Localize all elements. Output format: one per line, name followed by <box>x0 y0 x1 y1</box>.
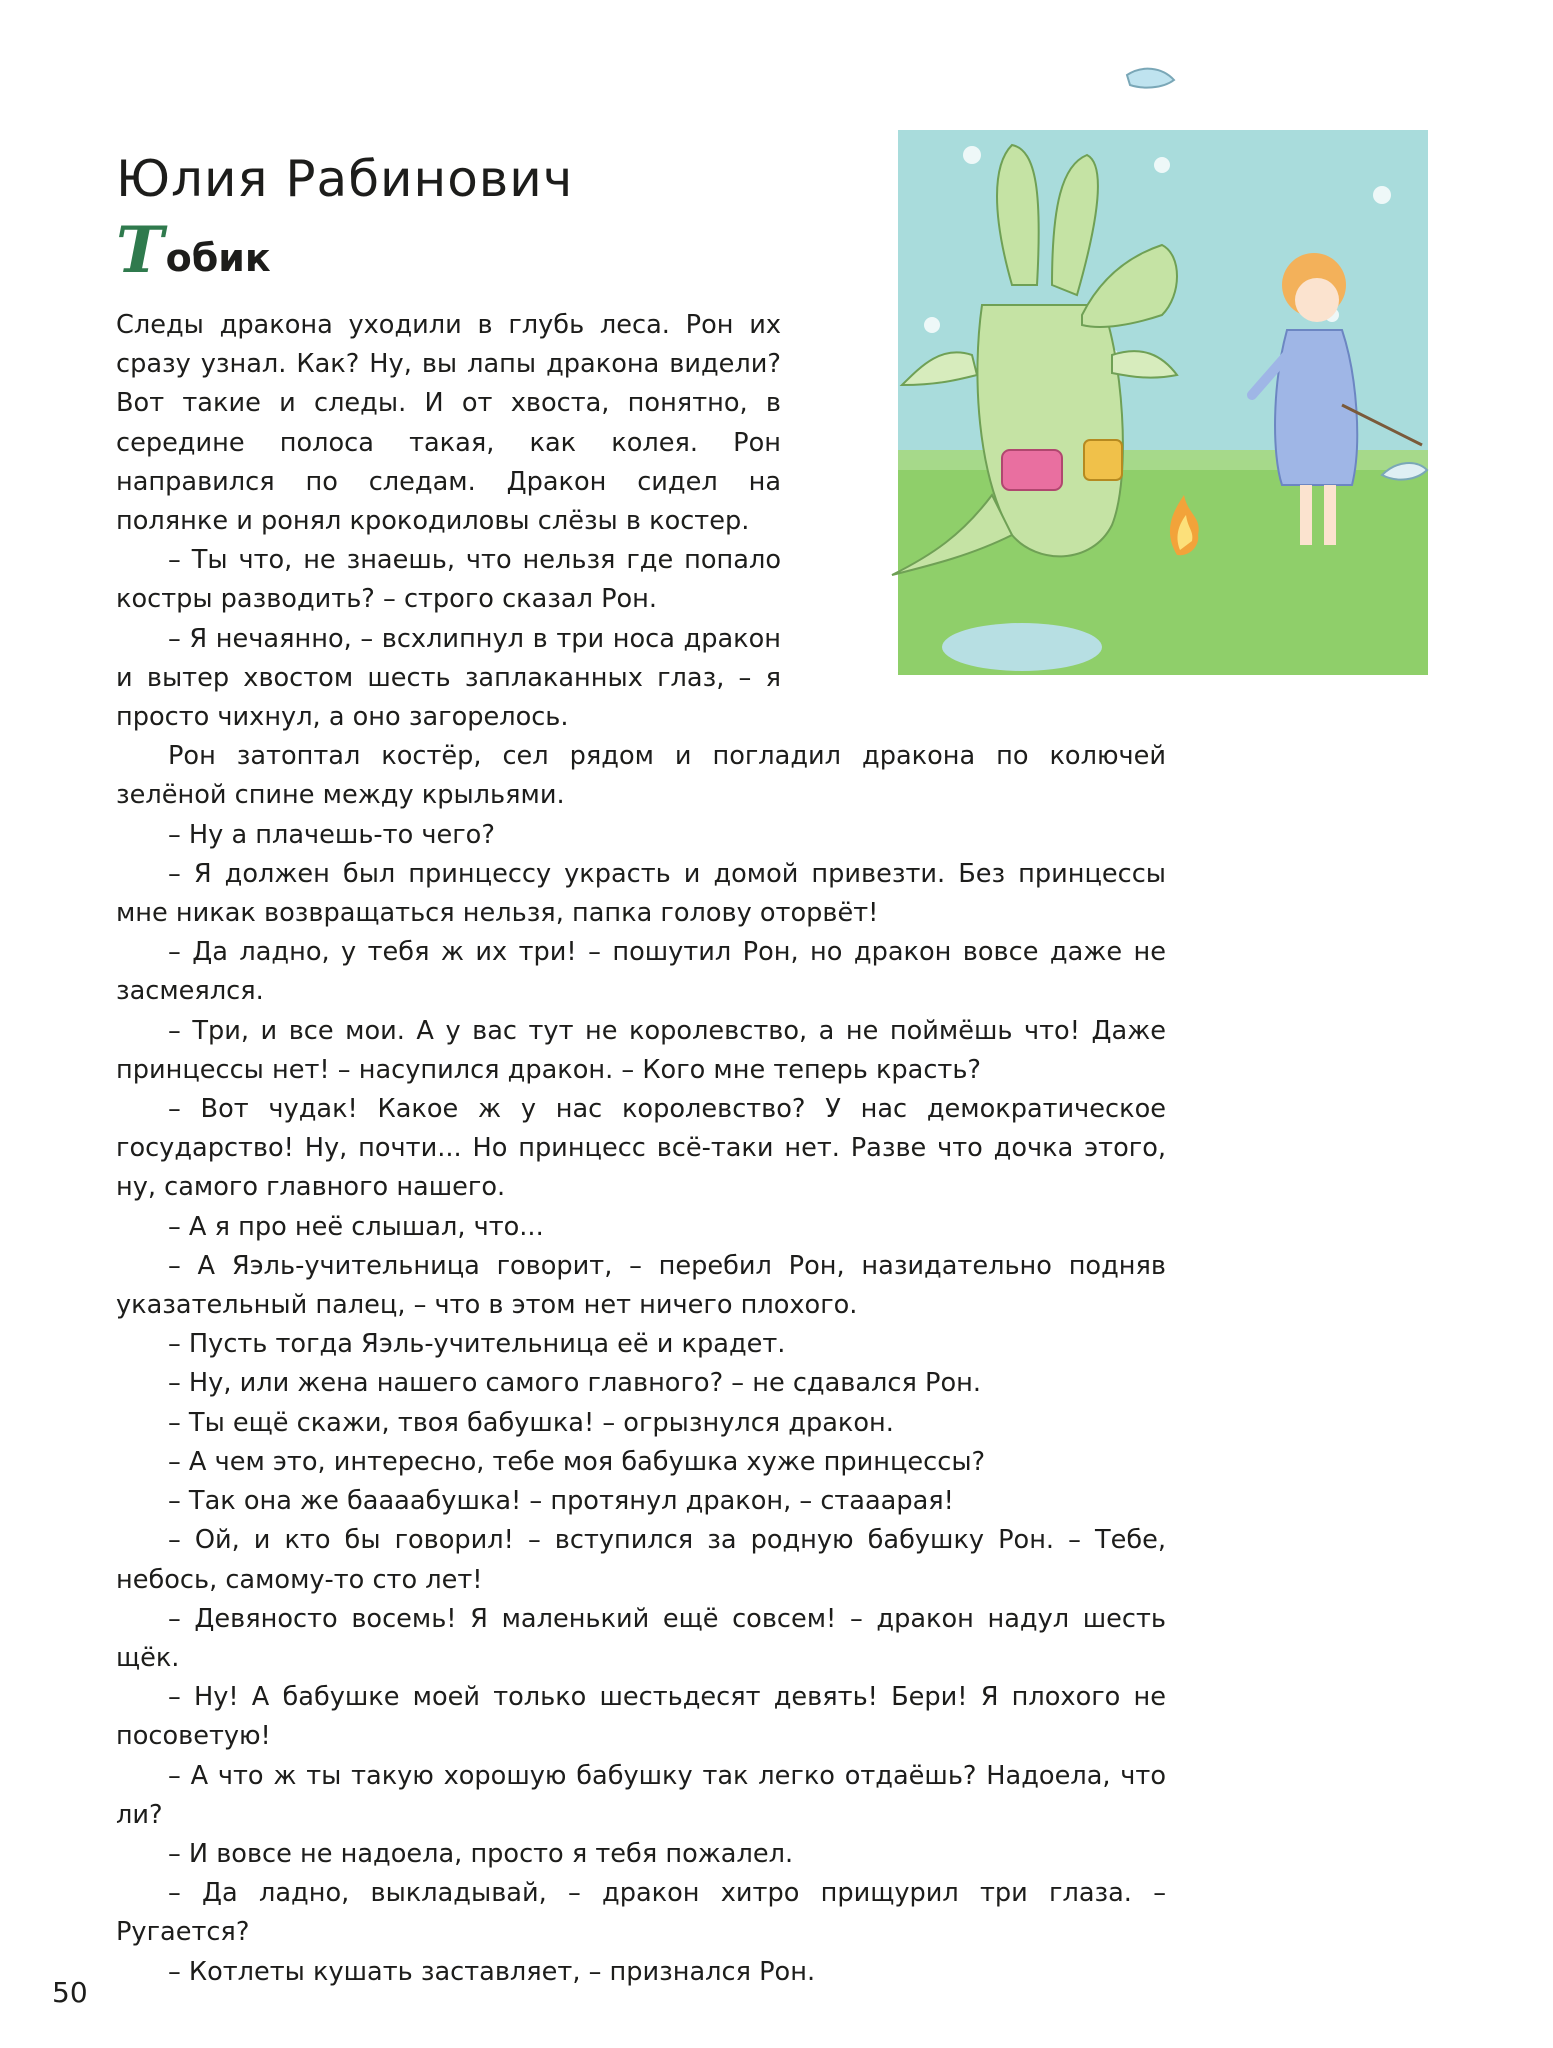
story-title <box>116 213 271 288</box>
paragraph: – Котлеты кушать заставляет, – признался Рон. <box>168 1956 816 1987</box>
paragraph: – Девяносто восемь! Я маленький ещё совсем! – дракон надул шесть щёк. <box>116 1603 1166 1673</box>
bird-top <box>1127 69 1174 88</box>
paragraph: Рон затоптал костёр, сел рядом и погладил дракона по колючей зелёной спине между крыльями. <box>116 741 1166 811</box>
paragraph: – Ну, или жена нашего самого главного? – не сдавался Рон. <box>168 1368 981 1399</box>
paragraph: – Вот чудак! Какое ж у нас королевство? У нас демократическое государство! Ну, почти... Но принцесс всё-таки нет. Разве что дочка этого, ну, самого главного нашего. <box>116 1094 1166 1203</box>
title-initial: Т <box>116 213 164 288</box>
paragraph: – Ты что, не знаешь, что нельзя где попало костры разводить? – строго сказал Рон. <box>116 545 781 615</box>
paragraph: – Да ладно, выкладывай, – дракон хитро прищурил три глаза. – Ругается? <box>116 1878 1166 1948</box>
paragraph: – А я про неё слышал, что... <box>168 1211 544 1242</box>
paragraph: – Ой, и кто бы говорил! – вступился за родную бабушку Рон. – Тебе, небось, самому-то сто лет! <box>116 1525 1166 1595</box>
paragraph: – Да ладно, у тебя ж их три! – пошутил Рон, но дракон вовсе даже не засмеялся. <box>116 937 1166 1007</box>
paragraph: – Я нечаянно, – всхлипнул в три носа дракон и вытер хвостом шесть заплаканных глаз, – я просто чихнул, а оно загорелось. <box>116 623 781 733</box>
story-text <box>116 306 1166 1992</box>
author-name: Юлия Рабинович <box>116 150 574 208</box>
paragraph: – А что ж ты такую хорошую бабушку так легко отдаёшь? Надоела, что ли? <box>116 1760 1166 1830</box>
paragraph: Следы дракона уходили в глубь леса. Рон их сразу узнал. Как? Ну, вы лапы дракона видели? Вот такие и следы. И от хвоста, понятно, в середине полоса такая, как колея. Рон направился по следам. Дракон сидел на полянке и ронял крокодиловы слёзы в костер. <box>116 310 781 537</box>
title-rest: обик <box>165 235 271 280</box>
page-number: 50 <box>52 1976 88 2009</box>
paragraph: – Три, и все мои. А у вас тут не королевство, а не поймёшь что! Даже принцессы нет! – насупился дракон. – Кого мне теперь красть? <box>116 1015 1166 1085</box>
paragraph: – Ну! А бабушке моей только шестьдесят девять! Бери! Я плохого не посоветую! <box>116 1682 1166 1752</box>
paragraph: – Пусть тогда Яэль-учительница её и крадет. <box>168 1329 786 1360</box>
paragraph: – А чем это, интересно, тебе моя бабушка хуже принцессы? <box>168 1446 986 1477</box>
paragraph: – Я должен был принцессу украсть и домой привезти. Без принцессы мне никак возвращаться нельзя, папка голову оторвёт! <box>116 858 1166 929</box>
paragraph: – И вовсе не надоела, просто я тебя пожалел. <box>168 1838 794 1869</box>
paragraph: – А Яэль-учительница говорит, – перебил Рон, назидательно подняв указательный палец, – что в этом нет ничего плохого. <box>116 1250 1166 1321</box>
paragraph: – Ну а плачешь-то чего? <box>168 819 495 850</box>
paragraph: – Ты ещё скажи, твоя бабушка! – огрызнулся дракон. <box>168 1407 894 1438</box>
paragraph: – Так она же баааабушка! – протянул дракон, – стааарая! <box>168 1486 954 1517</box>
